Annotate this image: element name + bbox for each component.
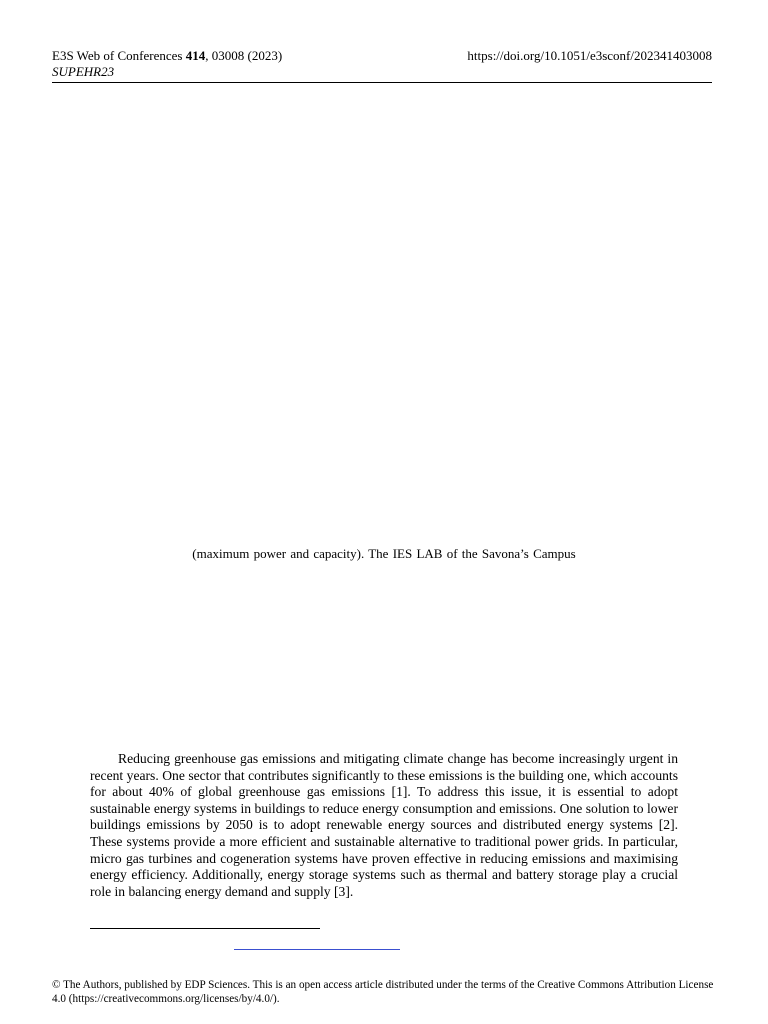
journal-volume: 414 (185, 48, 206, 63)
running-header-left (52, 48, 282, 80)
journal-name: E3S Web of Conferences (52, 48, 186, 63)
journal-citation (52, 48, 282, 64)
header-divider (52, 82, 712, 83)
conference-name: SUPEHR23 (52, 64, 115, 79)
article-number-year: , 03008 (2023) (205, 48, 283, 63)
footnote-link-underline (234, 949, 400, 950)
footnote-divider (90, 928, 320, 929)
figure-caption-fragment: (maximum power and capacity). The IES LAB of the Savona’s Campus (192, 546, 576, 561)
introduction-paragraph: Reducing greenhouse gas emissions and mitigating climate change has become increasingly urgent in recent years. One sector that contributes significantly to these emissions is the building one, which accounts for about 40% of global greenhouse gas emissions [1]. To address this issue, it is essential to adopt sustainable energy systems in buildings to reduce energy consumption and emissions. One solution to lower buildings emissions by 2050 is to adopt renewable energy sources and distributed energy systems [2]. These systems provide a more efficient and sustainable alternative to traditional power grids. In particular, micro gas turbines and cogeneration systems have proven effective in reducing emissions and maximising energy efficiency. Additionally, energy storage systems such as thermal and battery storage play a crucial role in balancing energy demand and supply [3]. (90, 751, 678, 899)
copyright-notice: © The Authors, published by EDP Sciences. This is an open access article distributed under the terms of the Creative Commons Attribution License 4.0 (https://creativecommons.org/licenses/by/4.0/). (52, 979, 714, 1005)
doi-link[interactable]: https://doi.org/10.1051/e3sconf/202341403008 (467, 48, 712, 63)
